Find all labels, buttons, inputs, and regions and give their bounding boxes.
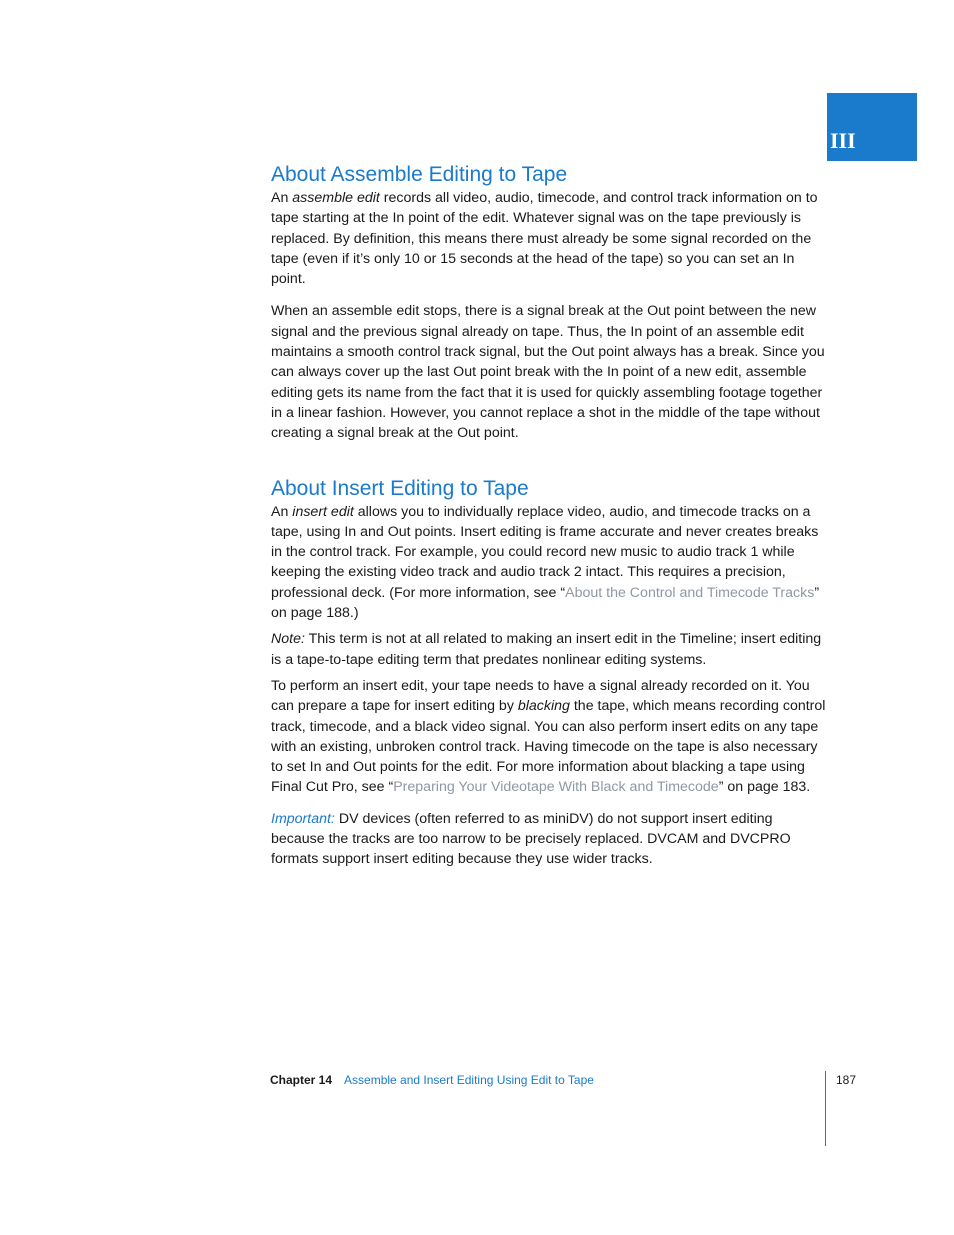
text-run: An	[271, 503, 293, 520]
section-heading-insert: About Insert Editing to Tape	[271, 476, 529, 500]
text-run: ” on page 183.	[718, 779, 811, 796]
text-run: allows you to individually replace video, audio, and timecode tracks on a tape, using In and Out points. Insert editing is frame accurate and never creates breaks in the control track. For example, you could record new music to audio track 1 while keeping the existing video track and audio track 2 intact. This requires a precision, professional deck. (For more information, see “	[271, 503, 819, 601]
text-run: records all video, audio, timecode, and control track information on to tape starting at the In point of the edit. Whatever signal was on the tape previously is replaced. By definition, this means there must already be some signal recorded on the tape (even if it’s only 10 or 15 seconds at the head of the tape) so you can set an In point.	[271, 190, 818, 288]
footer-chapter: Chapter 14	[270, 1073, 333, 1087]
insert-paragraph-1	[271, 502, 827, 624]
term-assemble-edit: assemble edit	[292, 190, 380, 206]
note-label: Note:	[271, 631, 305, 648]
insert-paragraph-2	[271, 676, 827, 798]
assemble-paragraph-1	[271, 188, 827, 289]
text-run: the tape, which means recording control track, timecode, and a black video signal. You can also perform insert edits on any tape with an existing, unbroken control track. Having timecode on the tape is also necessary to set In and Out points for the edit. For more information about blacking a tape using Final Cut Pro, see “	[271, 698, 826, 796]
text-run: An	[271, 190, 293, 206]
part-tab	[827, 93, 917, 161]
section-heading-assemble: About Assemble Editing to Tape	[271, 163, 568, 186]
cross-reference-link-preparing-videotape[interactable]: Preparing Your Videotape With Black and Timecode	[393, 779, 719, 796]
page-footer	[270, 1073, 870, 1087]
footer-chapter-title: Assemble and Insert Editing Using Edit to Tape	[344, 1073, 594, 1087]
cross-reference-link-control-timecode[interactable]: About the Control and Timecode Tracks	[565, 584, 815, 601]
note-paragraph	[271, 629, 827, 670]
assemble-paragraph-2: When an assemble edit stops, there is a signal break at the Out point between the new signal and the previous signal already on tape. Thus, the In point of an assemble edit maintains a smooth control track signal, but the Out point always has a break. Since you can always cover up the last Out point break with the In point of a new edit, assemble editing gets its name from the fact that it is used for quickly assembling footage together in a linear fashion. However, you cannot replace a shot in the middle of the tape without creating a signal break at the Out point.	[271, 303, 825, 442]
page-number: 187	[836, 1073, 857, 1087]
important-label: Important:	[271, 810, 335, 827]
part-tab-label: III	[830, 128, 856, 153]
main-content	[271, 162, 827, 870]
text-run: ” on page 188.)	[271, 584, 820, 622]
term-blacking: blacking	[517, 698, 570, 715]
term-insert-edit: insert edit	[292, 503, 354, 520]
important-paragraph	[271, 809, 827, 870]
text-run: To perform an insert edit, your tape needs to have a signal already recorded on it. You can prepare a tape for insert editing by	[271, 677, 810, 715]
footer-divider	[825, 1071, 826, 1146]
text-run: DV devices (often referred to as miniDV) do not support insert editing because the tracks are too narrow to be precisely replaced. DVCAM and DVCPRO formats support insert editing because they use wider tracks.	[271, 810, 791, 868]
text-run: This term is not at all related to making an insert edit in the Timeline; insert editing is a tape-to-tape editing term that predates nonlinear editing systems.	[271, 631, 822, 668]
